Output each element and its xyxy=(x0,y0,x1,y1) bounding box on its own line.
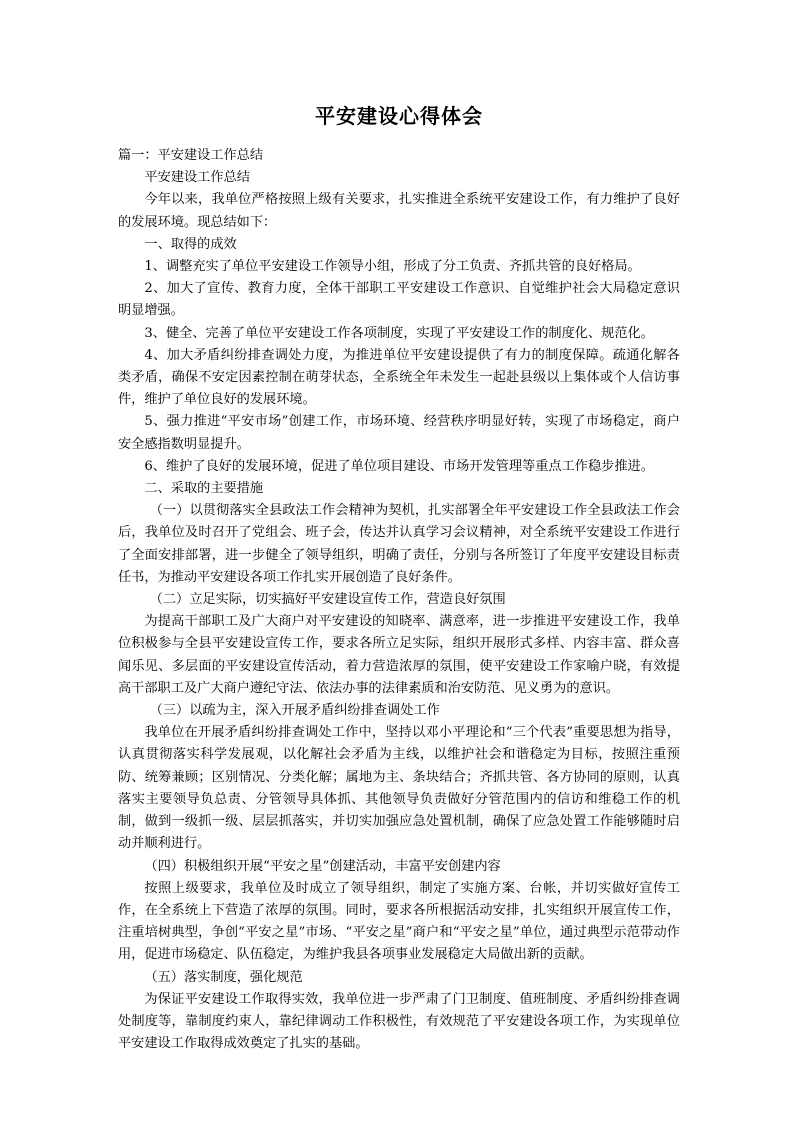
paragraph: （一）以贯彻落实全县政法工作会精神为契机，扎实部署全年平安建设工作全县政法工作会后，我单位及时召开了党组会、班子会，传达并认真学习会议精神，对全系统平安建设工作进行了全面安排部署，进一步健全了领导组织，明确了责任，分别与各所签订了年度平安建设目标责任书，为推动平安建设各项工作扎实开展创造了良好条件。 xyxy=(118,503,680,585)
paragraph: （二）立足实际，切实搞好平安建设宣传工作，营造良好氛围 xyxy=(149,592,506,608)
paragraph: （三）以疏为主，深入开展矛盾纠纷排查调处工作 xyxy=(149,703,440,719)
paragraph: （五）落实制度，强化规范 xyxy=(144,969,303,985)
paragraph: 今年以来，我单位严格按照上级有关要求，扎实推进全系统平安建设工作，有力维护了良好的发展环境。现总结如下： xyxy=(118,192,680,230)
paragraph: 一、取得的成效 xyxy=(144,236,237,252)
paragraph: 3、健全、完善了单位平安建设工作各项制度，实现了平安建设工作的制度化、规范化。 xyxy=(144,325,654,341)
paragraph: 2、加大了宣传、教育力度，全体干部职工平安建设工作意识、自觉维护社会大局稳定意识明显增强。 xyxy=(118,281,680,319)
paragraph: 平安建设工作总结 xyxy=(144,170,250,186)
document-title: 平安建设心得体会 xyxy=(315,104,483,128)
paragraph: （四）积极组织开展“平安之星”创建活动，丰富平安创建内容 xyxy=(144,858,501,874)
paragraph: 篇一：平安建设工作总结 xyxy=(118,148,264,163)
paragraph: 1、调整充实了单位平安建设工作领导小组，形成了分工负责、齐抓共管的良好格局。 xyxy=(144,259,641,275)
paragraph: 为保证平安建设工作取得实效，我单位进一步严肃了门卫制度、值班制度、矛盾纠纷排查调处制度等，靠制度约束人，靠纪律调动工作积极性，有效规范了平安建设各项工作，为实现单位平安建设工作取得成效奠定了扎实的基础。 xyxy=(118,991,680,1052)
paragraph: 为提高干部职工及广大商户对平安建设的知晓率、满意率，进一步推进平安建设工作，我单位积极参与全县平安建设宣传工作，要求各所立足实际，组织开展形式多样、内容丰富、群众喜闻乐见、多层面的平安建设宣传活动，着力营造浓厚的氛围，使平安建设工作家喻户晓，有效提高干部职工及广大商户遵纪守法、依法办事的法律素质和治安防范、见义勇为的意识。 xyxy=(118,614,680,696)
paragraph: 5、强力推进“平安市场”创建工作，市场环境、经营秩序明显好转，实现了市场稳定，商户安全感指数明显提升。 xyxy=(118,414,680,452)
paragraph: 6、维护了良好的发展环境，促进了单位项目建设、市场开发管理等重点工作稳步推进。 xyxy=(144,458,654,474)
paragraph: 二、采取的主要措施 xyxy=(144,481,264,497)
paragraph: 按照上级要求，我单位及时成立了领导组织，制定了实施方案、台帐，并切实做好宣传工作，在全系统上下营造了浓厚的氛围。同时，要求各所根据活动安排，扎实组织开展宣传工作，注重培树典型，争创“平安之星”市场、“平安之星”商户和“平安之星”单位，通过典型示范带动作用，促进市场稳定、队伍稳定，为维护我县各项事业发展稳定大局做出新的贡献。 xyxy=(118,880,680,963)
document-page xyxy=(118,103,680,1055)
paragraph: 4、加大矛盾纠纷排查调处力度，为推进单位平安建设提供了有力的制度保障。疏通化解各类矛盾，确保不安定因素控制在萌芽状态，全系统全年未发生一起赴县级以上集体或个人信访事件，维护了单位良好的发展环境。 xyxy=(118,347,680,408)
document-body xyxy=(118,145,680,1055)
paragraph: 我单位在开展矛盾纠纷排查调处工作中，坚持以邓小平理论和“三个代表”重要思想为指导，认真贯彻落实科学发展观，以化解社会矛盾为主线，以维护社会和谐稳定为目标，按照注重预防、统筹兼顾；区别情况、分类化解；属地为主、条块结合；齐抓共管、各方协同的原则，认真落实主要领导负总责、分管领导具体抓、其他领导负责做好分管范围内的信访和维稳工作的机制，做到一级抓一级、层层抓落实，并切实加强应急处置机制，确保了应急处置工作能够随时启动并顺利进行。 xyxy=(118,725,680,852)
